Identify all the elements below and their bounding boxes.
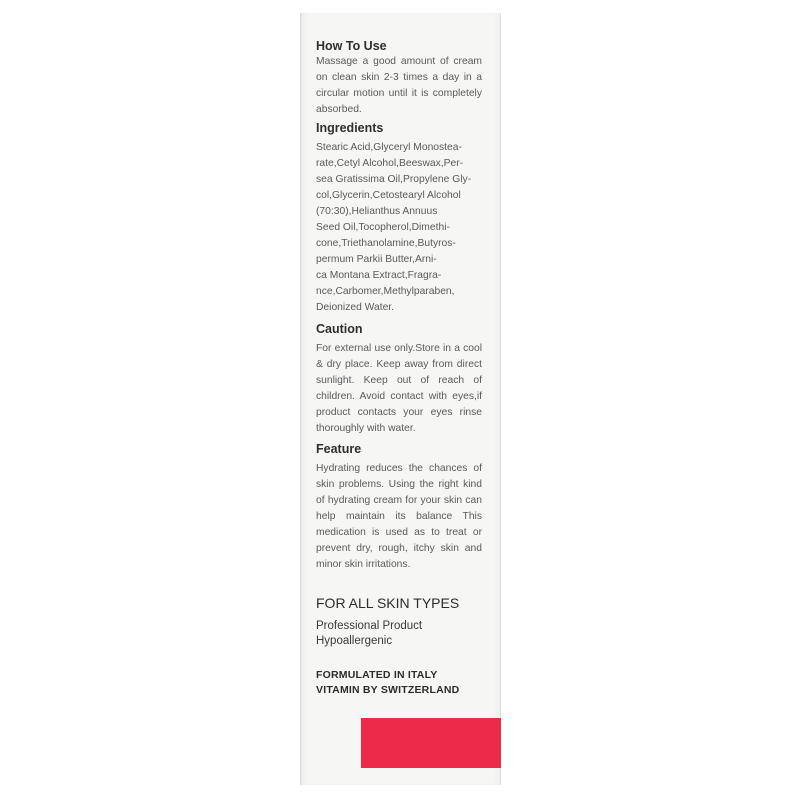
professional-product-text: Professional Product: [316, 620, 423, 632]
skin-types-claim: FOR ALL SKIN TYPES: [316, 595, 460, 611]
hypoallergenic-text: Hypoallergenic: [316, 635, 393, 647]
caution-text: For external use only.Store in a cool & dry place. Keep away from direct sunlight. Keep out of reach of children. Avoid contact with eyes,if product contacts your eyes rinse thoroughly with water.: [316, 343, 482, 434]
ingredients-text: Stearic Acid,Glyceryl Monostea- rate,Cetyl Alcohol,Beeswax,Per- sea Gratissima Oil,Propylene Gly- col,Glycerin,Cetostearyl Alcohol (70:30),Helianthus Annuus Seed Oil,Tocopherol,Dimethi- cone,Triethanolamine,Butyros- permum Parkii Butter,Arni- ca Montana Extract,Fragra- nce,Carbomer,Methylparaben, Deionized Water.: [316, 142, 472, 313]
how-to-use-section: [316, 38, 482, 118]
feature-section: [316, 441, 482, 573]
box-left-edge: [300, 13, 301, 785]
vitamin-origin-text: VITAMIN BY SWITZERLAND: [316, 684, 460, 696]
feature-heading: Feature: [316, 442, 362, 456]
caution-heading: Caution: [316, 322, 363, 336]
label-text-block: [316, 38, 482, 576]
product-claims: [316, 619, 422, 649]
origin-claims: [316, 668, 459, 698]
ingredients-section: [316, 120, 482, 316]
formulated-in-italy-text: FORMULATED IN ITALY: [316, 669, 438, 681]
ingredients-heading: Ingredients: [316, 121, 384, 135]
caution-section: [316, 321, 482, 437]
how-to-use-text: Massage a good amount of cream on clean skin 2-3 times a day in a circular motion until it is completely absorbed.: [316, 56, 482, 115]
red-accent-bar: [361, 718, 501, 768]
box-right-edge: [500, 13, 501, 785]
how-to-use-heading: How To Use: [316, 39, 387, 53]
feature-text: Hydrating reduces the chances of skin problems. Using the right kind of hydrating cream for your skin can help maintain its balance This medication is used as to treat or prevent dry, rough, itchy skin and minor skin irritations.: [316, 463, 482, 570]
